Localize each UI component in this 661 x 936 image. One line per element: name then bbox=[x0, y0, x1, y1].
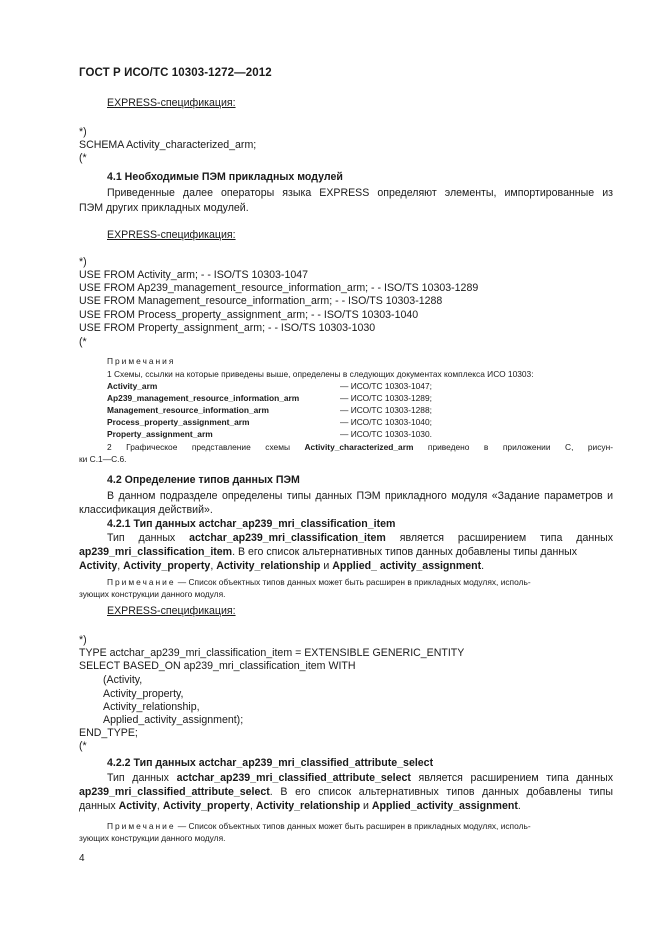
section-4-2-title: 4.2 Определение типов данных ПЭМ bbox=[107, 474, 300, 486]
section-4-2-1-line2 bbox=[79, 545, 577, 559]
schema-declaration: SCHEMA Activity_characterized_arm; bbox=[79, 139, 257, 151]
text: . bbox=[517, 800, 521, 812]
reference-document: — ИСО/ТС 10303-1289; bbox=[340, 393, 432, 403]
use-from-line: USE FROM Activity_arm; - - ISO/TS 10303-1047 bbox=[79, 269, 309, 281]
text: Тип данных bbox=[107, 532, 176, 544]
reference-document: — ИСО/ТС 10303-1288; bbox=[340, 405, 432, 415]
use-from-line: USE FROM Management_resource_information_arm; - - ISO/TS 10303-1288 bbox=[79, 295, 443, 307]
note-2-line1 bbox=[107, 441, 613, 453]
express-spec-label: EXPRESS-спецификация: bbox=[107, 605, 236, 617]
note-prefix: Примечание bbox=[107, 577, 176, 587]
type-name: Activity_relationship bbox=[216, 560, 321, 572]
code-comment-close: *) bbox=[79, 126, 87, 138]
type-name: Applied_ activity_assignment bbox=[332, 560, 482, 572]
text: , bbox=[249, 800, 256, 812]
code-comment-open: (* bbox=[79, 336, 87, 348]
note-text: — Список объектных типов данных может быть расширен в прикладных модулях, исполь- bbox=[175, 821, 531, 831]
notes-heading: Примечания bbox=[107, 356, 176, 366]
note-2-prefix: 2 Графическое представление схемы bbox=[107, 442, 290, 452]
type-name: actchar_ap239_mri_classification_item bbox=[189, 532, 386, 544]
type-name: Applied_activity_assignment bbox=[371, 800, 518, 812]
text: , bbox=[210, 560, 217, 572]
section-4-1-title: 4.1 Необходимые ПЭМ прикладных модулей bbox=[107, 171, 343, 183]
select-item: Activity_relationship, bbox=[103, 701, 200, 713]
type-name: Activity bbox=[79, 560, 118, 572]
section-4-2-para-line2: классификация действий». bbox=[79, 504, 213, 516]
note-4-2-1-line2: зующих конструкции данного модуля. bbox=[79, 589, 226, 599]
code-comment-close: *) bbox=[79, 634, 87, 646]
use-from-line: USE FROM Ap239_management_resource_information_arm; - - ISO/TS 10303-1289 bbox=[79, 282, 479, 294]
section-4-2-2-line2 bbox=[79, 785, 613, 799]
reference-schema-name: Activity_arm bbox=[107, 381, 158, 391]
note-1-text: 1 Схемы, ссылки на которые приведены выше, определены в следующих документах комплекса ИСО 10303: bbox=[107, 369, 534, 379]
section-4-2-1-line1 bbox=[107, 531, 613, 545]
type-name: ap239_mri_classified_attribute_select bbox=[79, 786, 270, 798]
reference-document: — ИСО/ТС 10303-1030. bbox=[340, 429, 432, 439]
text: . В его список альтернативных типов данных добавлены типы данных bbox=[232, 546, 578, 558]
type-name: Activity_property bbox=[123, 560, 211, 572]
text: , bbox=[117, 560, 124, 572]
reference-schema-name: Ap239_management_resource_information_arm bbox=[107, 393, 300, 403]
text: является расширением типа данных bbox=[410, 772, 613, 784]
note-4-2-2-line2: зующих конструкции данного модуля. bbox=[79, 833, 226, 843]
type-name: Activity_relationship bbox=[255, 800, 361, 812]
section-4-2-2-line1 bbox=[107, 771, 613, 785]
note-text: — Список объектных типов данных может быть расширен в прикладных модулях, исполь- bbox=[175, 577, 531, 587]
reference-schema-name: Management_resource_information_arm bbox=[107, 405, 269, 415]
section-4-2-2-title: 4.2.2 Тип данных actchar_ap239_mri_classified_attribute_select bbox=[107, 757, 434, 769]
type-name: actchar_ap239_mri_classified_attribute_select bbox=[176, 772, 411, 784]
type-name: ap239_mri_classification_item bbox=[79, 546, 233, 558]
express-spec-label: EXPRESS-спецификация: bbox=[107, 97, 236, 109]
page-number: 4 bbox=[79, 853, 85, 864]
section-4-2-1-title: 4.2.1 Тип данных actchar_ap239_mri_classification_item bbox=[107, 518, 396, 530]
code-comment-close: *) bbox=[79, 256, 87, 268]
text: , bbox=[156, 800, 163, 812]
note-4-2-1 bbox=[107, 576, 531, 588]
section-4-1-para-line2: ПЭМ других прикладных модулей. bbox=[79, 202, 249, 214]
text: . bbox=[481, 560, 485, 572]
select-item: Applied_activity_assignment); bbox=[103, 714, 244, 726]
type-name: Activity bbox=[118, 800, 157, 812]
code-comment-open: (* bbox=[79, 152, 87, 164]
note-2-schema-name: Activity_characterized_arm bbox=[304, 442, 414, 452]
type-name: Activity_property bbox=[162, 800, 250, 812]
reference-document: — ИСО/ТС 10303-1047; bbox=[340, 381, 432, 391]
end-type: END_TYPE; bbox=[79, 727, 138, 739]
note-2-suffix: приведено в приложении C, рисун- bbox=[427, 442, 614, 452]
text: Тип данных bbox=[107, 772, 177, 784]
section-4-1-para-line1: Приведенные далее операторы языка EXPRESS определяют элементы, импортированные из bbox=[107, 187, 613, 199]
text: и bbox=[320, 560, 333, 572]
reference-schema-name: Property_assignment_arm bbox=[107, 429, 213, 439]
reference-document: — ИСО/ТС 10303-1040; bbox=[340, 417, 432, 427]
section-4-2-para-line1: В данном подразделе определены типы данных ПЭМ прикладного модуля «Задание параметров и bbox=[107, 490, 613, 502]
note-4-2-2 bbox=[107, 820, 531, 832]
use-from-line: USE FROM Process_property_assignment_arm; - - ISO/TS 10303-1040 bbox=[79, 309, 419, 321]
section-4-2-1-line3 bbox=[79, 559, 484, 573]
document-header: ГОСТ Р ИСО/ТС 10303-1272—2012 bbox=[79, 67, 272, 79]
note-2-line2: ки С.1—С.6. bbox=[79, 454, 127, 464]
section-4-2-2-line3 bbox=[79, 799, 521, 813]
note-prefix: Примечание bbox=[107, 821, 176, 831]
express-spec-label: EXPRESS-спецификация: bbox=[107, 229, 236, 241]
text: данных bbox=[79, 800, 119, 812]
type-declaration-line: SELECT BASED_ON ap239_mri_classification_item WITH bbox=[79, 660, 356, 672]
text: . В его список альтернативных типов данных добавлены типы bbox=[269, 786, 613, 798]
select-item: Activity_property, bbox=[103, 688, 184, 700]
text: является расширением типа данных bbox=[399, 532, 613, 544]
code-comment-open: (* bbox=[79, 740, 87, 752]
reference-schema-name: Process_property_assignment_arm bbox=[107, 417, 250, 427]
select-item: (Activity, bbox=[103, 674, 143, 686]
use-from-line: USE FROM Property_assignment_arm; - - ISO/TS 10303-1030 bbox=[79, 322, 376, 334]
text: и bbox=[360, 800, 372, 812]
type-declaration-line: TYPE actchar_ap239_mri_classification_item = EXTENSIBLE GENERIC_ENTITY bbox=[79, 647, 465, 659]
